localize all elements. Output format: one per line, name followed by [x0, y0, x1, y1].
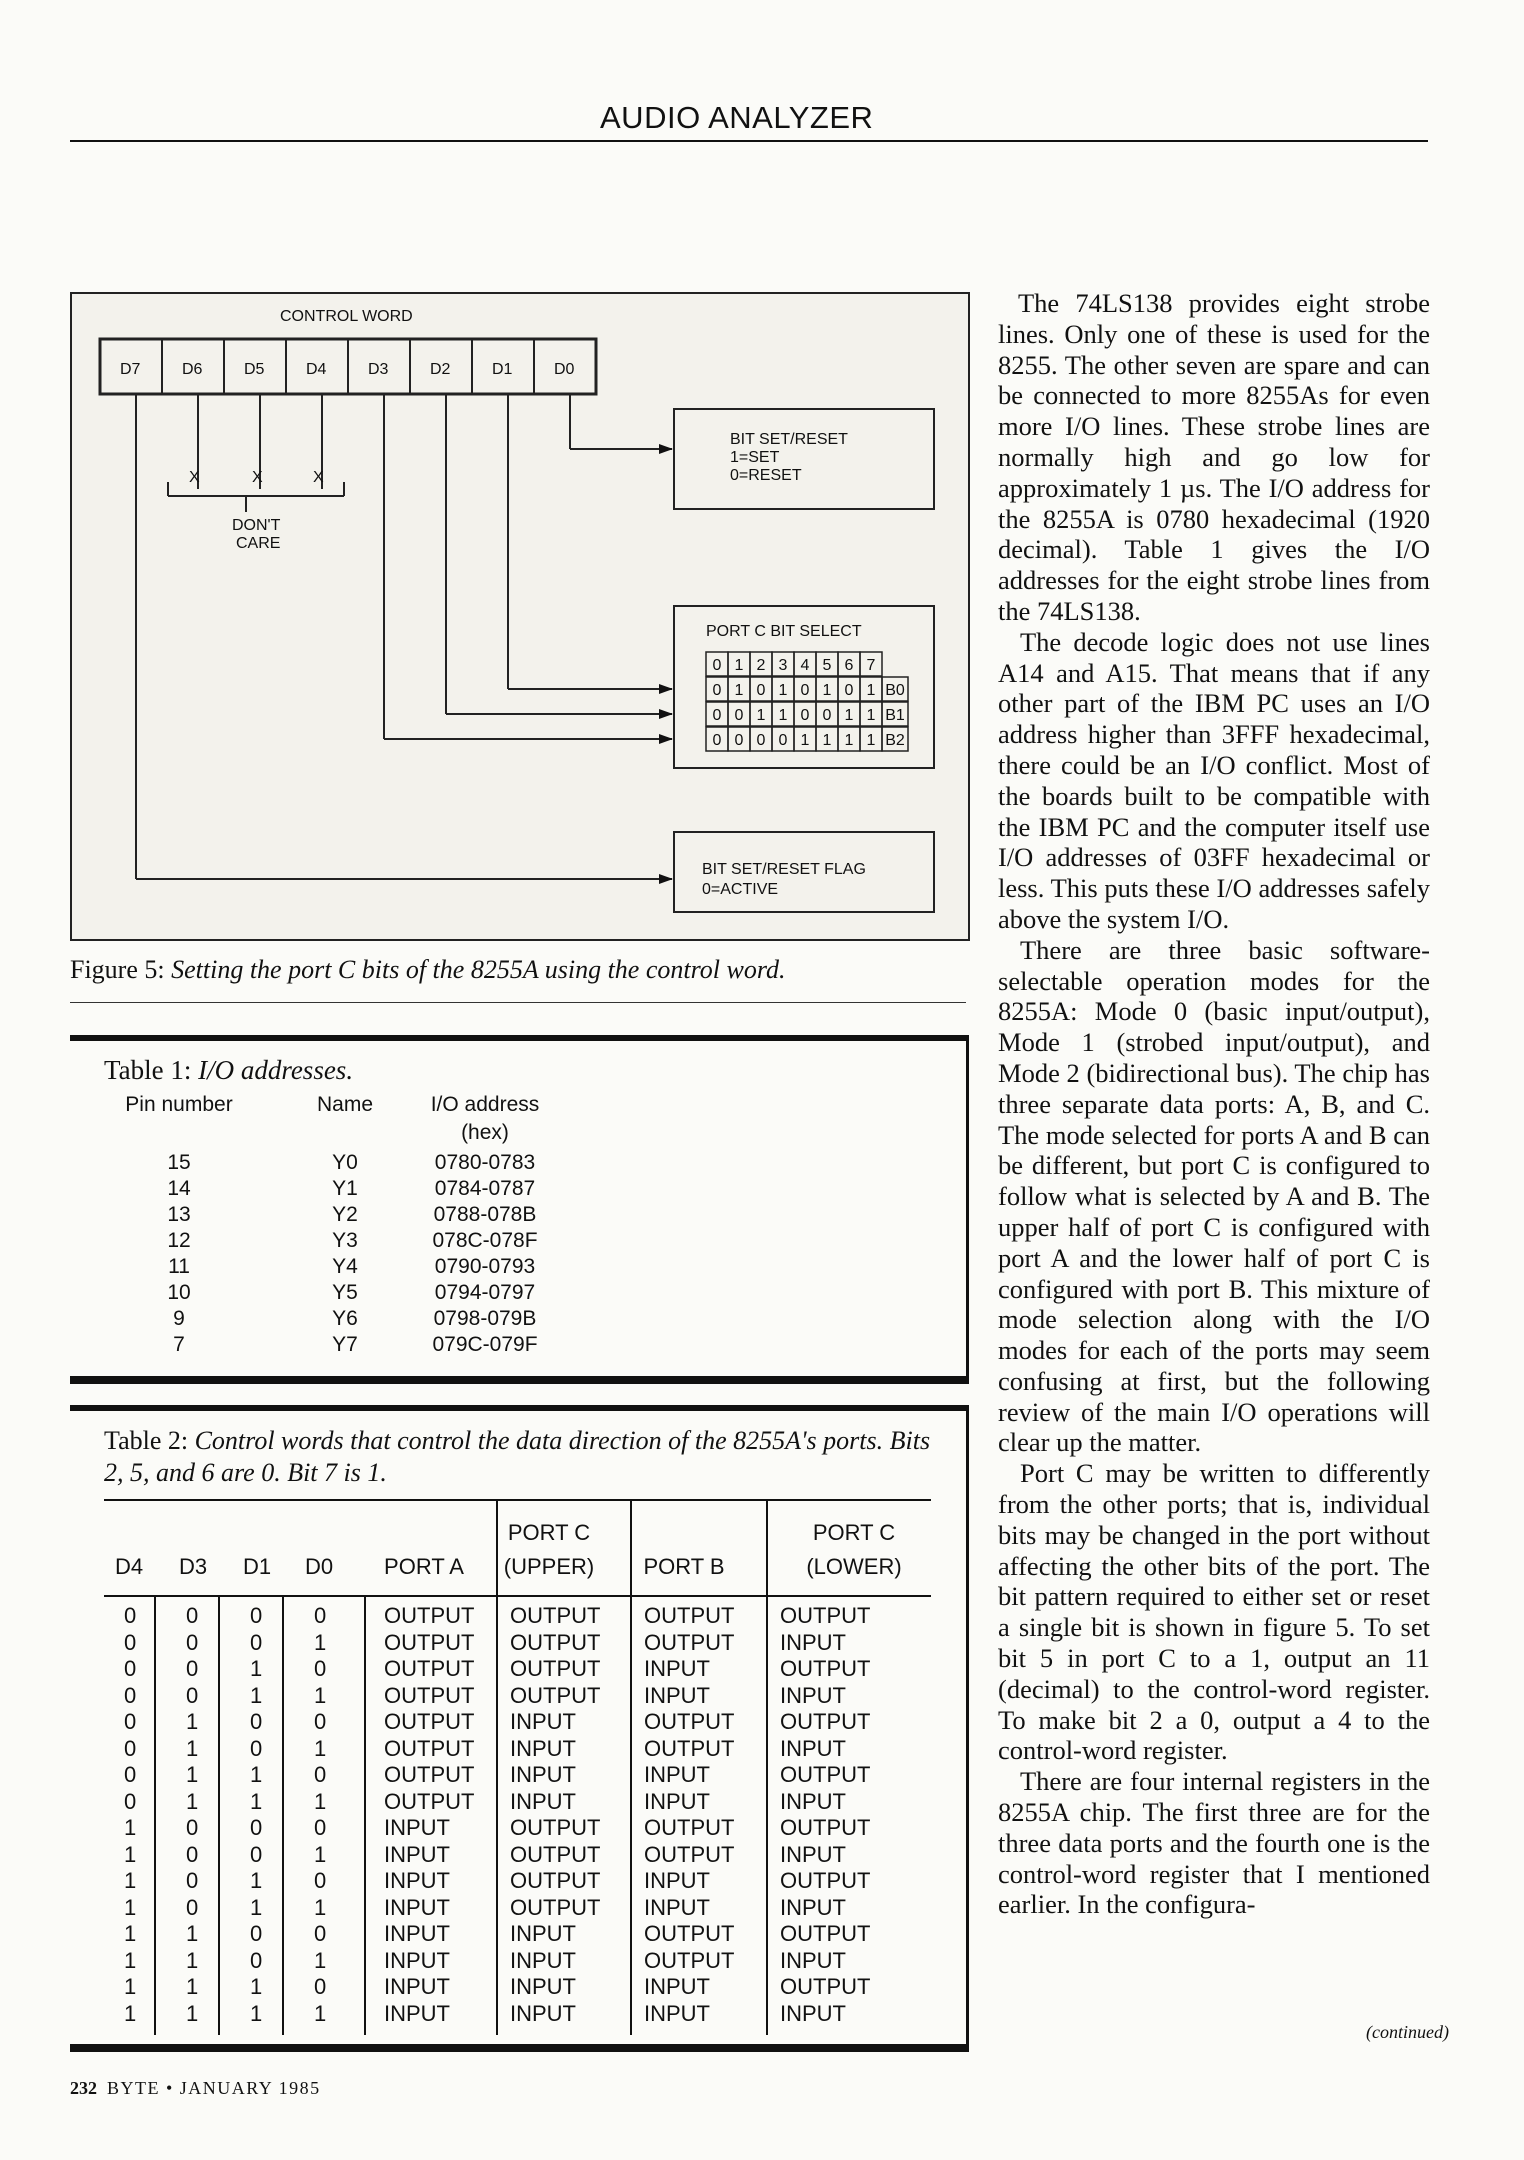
caption-rule	[70, 1002, 966, 1003]
table-cell: 14	[167, 1177, 191, 1200]
table-cell: 1	[314, 1682, 327, 1708]
table-cell: 0780-0783	[434, 1151, 536, 1174]
table-cell: OUTPUT	[644, 1947, 735, 1973]
table-cell: OUTPUT	[384, 1735, 475, 1761]
table-2-title	[104, 1425, 944, 1489]
control-word-label: CONTROL WORD	[280, 308, 413, 325]
x-mark: X	[189, 469, 200, 486]
table-cell: 1	[124, 1868, 137, 1893]
table-cell: INPUT	[780, 1788, 846, 1814]
table-cell: 0	[314, 1974, 327, 1999]
table-cell: INPUT	[510, 1921, 576, 1946]
figure-caption-prefix: Figure 5:	[70, 955, 165, 984]
table-cell: OUTPUT	[644, 1735, 735, 1761]
table-cell: OUTPUT	[644, 1815, 735, 1840]
table-cell: 0798-079B	[433, 1307, 537, 1330]
table-cell: OUTPUT	[780, 1815, 871, 1840]
table-cell: 0	[250, 1709, 263, 1734]
page-number: 232	[70, 2078, 97, 2098]
table-cell: INPUT	[780, 1841, 846, 1867]
table-cell: OUTPUT	[780, 1921, 871, 1946]
table-cell: 0	[124, 1735, 137, 1761]
table-cell: INPUT	[510, 1709, 576, 1734]
table-cell: 0	[250, 1921, 263, 1946]
table-cell: INPUT	[644, 1656, 710, 1681]
folio	[70, 2078, 321, 2099]
table-cell: 0	[186, 1656, 199, 1681]
select-bit: 0	[800, 707, 810, 724]
table-cell: INPUT	[780, 1735, 846, 1761]
table-cell: 0	[186, 1894, 199, 1920]
table-cell: 0	[314, 1603, 327, 1628]
bit-number: 4	[800, 657, 810, 674]
table-row	[70, 1203, 670, 1229]
table-cell: 1	[186, 1947, 199, 1973]
table-cell: INPUT	[780, 1894, 846, 1920]
table-cell: INPUT	[384, 1894, 450, 1920]
select-bit: 1	[866, 682, 876, 699]
table-cell: INPUT	[644, 1788, 710, 1814]
table-cell: 0	[314, 1709, 327, 1734]
table-row	[104, 1948, 931, 1975]
table-cell: 1	[124, 1815, 137, 1840]
select-bit: 0	[778, 732, 788, 749]
table-cell: 0	[124, 1682, 137, 1708]
table-cell: 1	[186, 1788, 199, 1814]
table-cell: 1	[250, 2000, 263, 2026]
table-row	[104, 1868, 931, 1895]
table-cell: 0	[314, 1815, 327, 1840]
table-cell: INPUT	[384, 1974, 450, 1999]
table-cell: INPUT	[384, 1921, 450, 1946]
table-cell: INPUT	[384, 1841, 450, 1867]
table-row	[104, 1656, 931, 1683]
table-1-title	[104, 1055, 353, 1086]
table-cell: 1	[314, 1788, 327, 1814]
table-cell: 0	[124, 1709, 137, 1734]
table-row	[70, 1255, 670, 1281]
table-cell: OUTPUT	[510, 1894, 601, 1920]
select-bit: 0	[844, 682, 854, 699]
select-bit: 1	[822, 682, 832, 699]
table-cell: 0	[314, 1762, 327, 1787]
select-bit: 0	[756, 682, 766, 699]
select-bit: 0	[712, 682, 722, 699]
table-cell: OUTPUT	[510, 1656, 601, 1681]
table-cell: 0	[250, 1947, 263, 1973]
bit-label: D6	[182, 361, 203, 378]
bit-label: D2	[430, 361, 451, 378]
table-cell: 0	[186, 1841, 199, 1867]
bit-number: 6	[844, 657, 854, 674]
set-label: 1=SET	[730, 449, 780, 466]
table-row	[104, 1789, 931, 1816]
table-cell: OUTPUT	[384, 1603, 475, 1628]
table-cell: 13	[167, 1203, 191, 1226]
port-c-bit-select-label: PORT C BIT SELECT	[706, 623, 862, 640]
table-1-title-text: I/O addresses.	[198, 1055, 354, 1085]
table-cell: 0790-0793	[434, 1255, 536, 1278]
x-mark: X	[313, 469, 324, 486]
select-bit: 1	[844, 707, 854, 724]
header-port-a: PORT A	[384, 1554, 464, 1579]
dont-care-label: CARE	[236, 535, 281, 552]
table-cell: 1	[250, 1974, 263, 1999]
table-cell: OUTPUT	[780, 1868, 871, 1893]
table-cell: 0788-078B	[433, 1203, 537, 1226]
continued-note: (continued)	[1366, 2022, 1449, 2042]
table-1-header-address	[410, 1091, 560, 1147]
table-cell: Y1	[332, 1177, 358, 1200]
select-bit: 0	[734, 732, 744, 749]
table-cell: 1	[250, 1682, 263, 1708]
table-cell: OUTPUT	[780, 1974, 871, 1999]
table-cell: 078C-078F	[432, 1229, 538, 1252]
table-cell: Y4	[332, 1255, 358, 1278]
table-cell: INPUT	[510, 1974, 576, 1999]
table-row	[70, 1151, 670, 1177]
table-cell: 0	[186, 1629, 199, 1655]
table-cell: INPUT	[780, 2000, 846, 2026]
bit-number: 2	[756, 657, 766, 674]
select-bit: 1	[778, 682, 788, 699]
select-bit: 0	[734, 707, 744, 724]
table-cell: OUTPUT	[780, 1762, 871, 1787]
table-row	[70, 1333, 670, 1359]
table-cell: 0	[314, 1921, 327, 1946]
table-cell: OUTPUT	[780, 1709, 871, 1734]
table-cell: 11	[168, 1255, 190, 1278]
table-cell: OUTPUT	[510, 1629, 601, 1655]
table-cell: INPUT	[644, 1894, 710, 1920]
header-rule	[70, 140, 1428, 142]
table-cell: OUTPUT	[510, 1682, 601, 1708]
table-cell: INPUT	[384, 1868, 450, 1893]
table-1-header-address-line2: (hex)	[461, 1121, 509, 1144]
table-row	[104, 1921, 931, 1948]
table-cell: 0	[250, 1629, 263, 1655]
table-cell: 1	[124, 1894, 137, 1920]
table-cell: 12	[167, 1229, 191, 1252]
header-port-c-lower: PORT C	[812, 1520, 896, 1545]
paragraph: There are three basic software-selectable operation modes for the 8255A: Mode 0 (basic input/output), Mode 1 (strobed input/output), and Mode 2 (bidirectional bus). The chip has three separate data ports: A, B, and C. The mode selected for ports A and B can be different, but port C is configured to follow what is selected by A and B. The upper half of port C is configured with port A and the lower half of port C is configured with port B. This mixture of mode selection along with the I/O modes for each of the ports may seem confusing at first, but the following review of the main I/O operations will clear up the matter.	[998, 934, 1430, 1458]
table-row	[104, 1709, 931, 1736]
table-cell: 7	[173, 1333, 185, 1356]
table-cell: 0	[186, 1868, 199, 1893]
header-d0: D0	[304, 1554, 334, 1579]
paragraph: Port C may be written to differently from the other ports; that is, individual bits may be changed in the port without affecting the other bits of the port. The bit pattern required to either set or reset a single bit is shown in figure 5. To set bit 5 in port C to a 1, output an 11 (decimal) to the control-word register. To make bit 2 a 0, output a 4 to the control-word register.	[998, 1458, 1430, 1766]
table-cell: 1	[314, 1894, 327, 1920]
table-cell: OUTPUT	[644, 1921, 735, 1946]
select-bit: 1	[778, 707, 788, 724]
table-1-header-name: Name	[316, 1093, 374, 1116]
table-cell: 1	[250, 1762, 263, 1787]
table-cell: 1	[314, 1841, 327, 1867]
table-cell: OUTPUT	[384, 1788, 475, 1814]
table-cell: 1	[124, 1947, 137, 1973]
table-cell: OUTPUT	[780, 1603, 871, 1628]
table-cell: OUTPUT	[644, 1629, 735, 1655]
table-1-title-prefix: Table 1:	[104, 1055, 192, 1085]
bit-number: 7	[866, 657, 876, 674]
header-port-b: PORT B	[643, 1554, 725, 1579]
select-bit: 1	[734, 682, 744, 699]
table-2	[70, 1405, 969, 2052]
table-row	[70, 1281, 670, 1307]
table-cell: INPUT	[644, 1682, 710, 1708]
table-cell: INPUT	[510, 2000, 576, 2026]
table-cell: OUTPUT	[384, 1762, 475, 1787]
select-bit: 1	[800, 732, 810, 749]
table-cell: OUTPUT	[384, 1629, 475, 1655]
table-cell: 1	[314, 1735, 327, 1761]
table-cell: OUTPUT	[644, 1709, 735, 1734]
table-cell: Y5	[332, 1281, 358, 1304]
table-cell: Y3	[332, 1229, 358, 1252]
table-row	[70, 1177, 670, 1203]
table-cell: 1	[124, 1921, 137, 1946]
header-port-c-upper: PORT C	[507, 1520, 591, 1545]
paragraph: There are four internal registers in the 8255A chip. The first three are for the three data ports and the fourth one is the control-word register that I mentioned earlier. In the configura-	[998, 1766, 1430, 1920]
table-cell: INPUT	[644, 2000, 710, 2026]
table-row	[104, 1974, 931, 2001]
table-row	[104, 1762, 931, 1789]
table-cell: 9	[173, 1307, 185, 1330]
figure-caption-text: Setting the port C bits of the 8255A using the control word.	[171, 955, 786, 984]
table-row	[104, 1683, 931, 1710]
table-cell: 0784-0787	[434, 1177, 536, 1200]
table-cell: 0	[314, 1868, 327, 1893]
table-cell: 1	[186, 1735, 199, 1761]
table-cell: OUTPUT	[510, 1841, 601, 1867]
table-cell: INPUT	[644, 1974, 710, 1999]
table-cell: 10	[167, 1281, 191, 1304]
table-cell: INPUT	[510, 1788, 576, 1814]
select-row-label: B2	[885, 732, 905, 749]
header-d3: D3	[178, 1554, 208, 1579]
table-cell: 1	[186, 1709, 199, 1734]
table-cell: 0	[186, 1682, 199, 1708]
table-2-header	[104, 1499, 931, 1597]
select-row-label: B1	[885, 707, 905, 724]
table-cell: INPUT	[780, 1629, 846, 1655]
x-mark: X	[252, 469, 263, 486]
select-bit: 1	[844, 732, 854, 749]
table-cell: OUTPUT	[384, 1709, 475, 1734]
table-1	[70, 1035, 969, 1384]
table-cell: INPUT	[644, 1762, 710, 1787]
table-1-header-pin: Pin number	[125, 1093, 233, 1116]
table-cell: 0	[186, 1815, 199, 1840]
table-cell: Y6	[332, 1307, 358, 1330]
table-cell: INPUT	[384, 2000, 450, 2026]
table-cell: Y0	[332, 1151, 358, 1174]
table-cell: 0	[250, 1841, 263, 1867]
bit-label: D0	[554, 361, 575, 378]
paragraph: The 74LS138 provides eight strobe lines. Only one of these is used for the 8255. The other seven are spare and can be connected to more 8255As for even more I/O lines. These strobe lines are normally high and go low for approximately 1 µs. The I/O address for the 8255A is 0780 hexadecimal (1920 decimal). Table 1 gives the I/O addresses for the eight strobe lines from the 74LS138.	[998, 288, 1430, 626]
table-cell: INPUT	[510, 1735, 576, 1761]
table-row	[104, 1630, 931, 1657]
table-cell: 1	[124, 1841, 137, 1867]
table-cell: INPUT	[780, 1947, 846, 1973]
active-label: 0=ACTIVE	[702, 881, 779, 898]
magazine-issue: BYTE • JANUARY 1985	[107, 2078, 321, 2098]
table-cell: 0	[124, 1656, 137, 1681]
table-cell: OUTPUT	[644, 1603, 735, 1628]
table-cell: 15	[167, 1151, 191, 1174]
bit-number: 5	[822, 657, 832, 674]
select-bit: 1	[866, 707, 876, 724]
table-cell: Y7	[332, 1333, 358, 1356]
table-cell: 1	[250, 1894, 263, 1920]
header-d1: D1	[242, 1554, 272, 1579]
figure-caption	[70, 955, 785, 985]
figure-5	[70, 292, 970, 941]
bit-number: 3	[778, 657, 788, 674]
select-bit: 1	[866, 732, 876, 749]
table-row	[104, 1842, 931, 1869]
table-cell: OUTPUT	[384, 1656, 475, 1681]
table-row	[70, 1307, 670, 1333]
table-cell: 1	[314, 1629, 327, 1655]
table-cell: INPUT	[510, 1947, 576, 1973]
reset-label: 0=RESET	[730, 467, 802, 484]
table-cell: OUTPUT	[510, 1603, 601, 1628]
table-cell: 1	[124, 2000, 137, 2026]
table-cell: INPUT	[780, 1682, 846, 1708]
paragraph: The decode logic does not use lines A14 and A15. That means that if any other part of the IBM PC uses an I/O address higher than 3FFF hexadecimal, there could be an I/O conflict. Most of the boards built to be compatible with the IBM PC and the computer itself use I/O addresses of 03FF hexadecimal or less. This puts these I/O addresses safely above the system I/O.	[998, 626, 1430, 934]
table-cell: OUTPUT	[384, 1682, 475, 1708]
select-bit: 1	[822, 732, 832, 749]
bit-label: D7	[120, 361, 141, 378]
table-row	[104, 1736, 931, 1763]
table-cell: 1	[186, 2000, 199, 2026]
bit-set-reset-label: BIT SET/RESET	[730, 431, 848, 448]
table-row	[104, 1815, 931, 1842]
table-cell: 1	[314, 2000, 327, 2026]
table-cell: 0	[250, 1603, 263, 1628]
header-d4: D4	[114, 1554, 144, 1579]
select-bit: 1	[756, 707, 766, 724]
select-bit: 0	[800, 682, 810, 699]
table-cell: 0	[250, 1735, 263, 1761]
bit-label: D1	[492, 361, 513, 378]
table-cell: 1	[186, 1762, 199, 1787]
table-cell: 1	[250, 1868, 263, 1893]
table-row	[104, 1895, 931, 1922]
header-lower: (LOWER)	[806, 1554, 902, 1579]
table-cell: OUTPUT	[510, 1815, 601, 1840]
table-row	[104, 1603, 931, 1630]
table-cell: INPUT	[384, 1815, 450, 1840]
table-cell: OUTPUT	[780, 1656, 871, 1681]
select-row-label: B0	[885, 682, 905, 699]
table-cell: 1	[186, 1921, 199, 1946]
body-text	[998, 288, 1430, 1920]
table-cell: 0	[250, 1815, 263, 1840]
table-cell: 1	[124, 1974, 137, 1999]
table-cell: 1	[250, 1788, 263, 1814]
table-cell: 1	[314, 1947, 327, 1973]
running-head: AUDIO ANALYZER	[600, 100, 874, 135]
select-bit: 0	[712, 732, 722, 749]
table-2-title-prefix: Table 2:	[104, 1426, 189, 1455]
table-row	[70, 1229, 670, 1255]
table-cell: 079C-079F	[432, 1333, 538, 1356]
table-cell: 0	[124, 1788, 137, 1814]
control-word-diagram	[72, 294, 968, 939]
table-cell: 0794-0797	[434, 1281, 536, 1304]
bit-label: D3	[368, 361, 389, 378]
table-cell: 0	[314, 1656, 327, 1681]
bit-label: D5	[244, 361, 265, 378]
dont-care-label: DON'T	[232, 517, 281, 534]
header-upper: (UPPER)	[503, 1554, 595, 1579]
bit-label: D4	[306, 361, 327, 378]
select-bit: 0	[756, 732, 766, 749]
table-cell: INPUT	[644, 1868, 710, 1893]
bit-number: 1	[734, 657, 744, 674]
table-cell: 0	[124, 1603, 137, 1628]
table-cell: 1	[250, 1656, 263, 1681]
table-1-header-address-line1: I/O address	[430, 1093, 540, 1116]
table-cell: 0	[124, 1762, 137, 1787]
table-cell: OUTPUT	[644, 1841, 735, 1867]
select-bit: 0	[712, 707, 722, 724]
table-cell: OUTPUT	[510, 1868, 601, 1893]
table-cell: 1	[186, 1974, 199, 1999]
table-cell: Y2	[332, 1203, 358, 1226]
table-cell: INPUT	[510, 1762, 576, 1787]
table-2-title-text: Control words that control the data direction of the 8255A's ports. Bits 2, 5, and 6 are 0. Bit 7 is 1.	[104, 1426, 931, 1487]
table-row	[104, 2001, 931, 2028]
table-cell: INPUT	[384, 1947, 450, 1973]
table-cell: 0	[124, 1629, 137, 1655]
bit-number: 0	[712, 657, 722, 674]
flag-label: BIT SET/RESET FLAG	[702, 861, 866, 878]
table-cell: 0	[186, 1603, 199, 1628]
select-bit: 0	[822, 707, 832, 724]
